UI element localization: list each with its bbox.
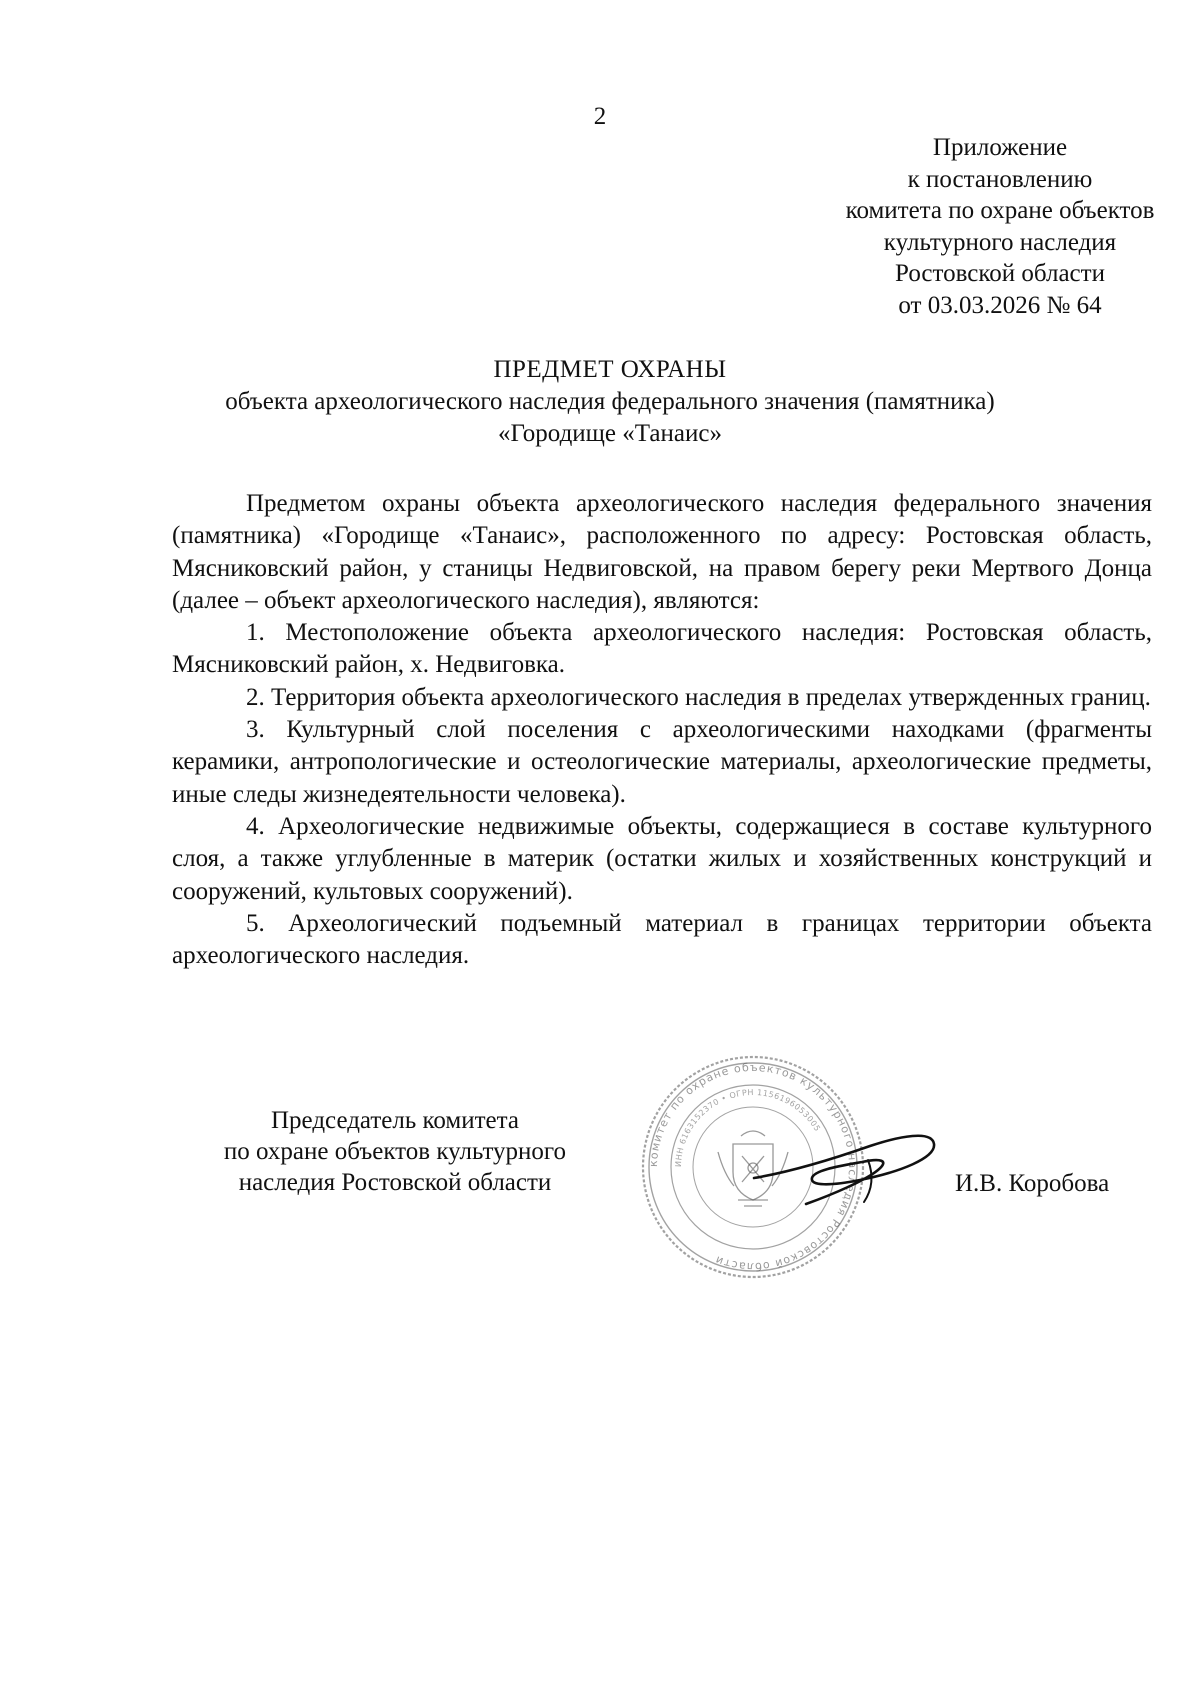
list-item: 5. Археологический подъемный материал в границах территории объекта археологического наследия. [172, 909, 1152, 970]
list-item: 2. Территория объекта археологического наследия в пределах утвержденных границ. [246, 683, 1151, 711]
intro-paragraph: Предметом охраны объекта археологического наследия федерального значения (памятника) «Городище «Танаис», расположенного по адресу: Ростовская область, Мясниковский район, у станицы Недвиговской, на правом берегу реки Мертвого Донца (далее – объект археологического наследия), являются: [172, 490, 1152, 614]
appendix-line: к постановлению [907, 165, 1093, 193]
list-item: 3. Культурный слой поселения с археологическими находками (фрагменты керамики, антропологические и остеологические материалы, археологические предметы, иные следы жизнедеятельности человека). [172, 716, 1152, 808]
list-item: 1. Местоположение объекта археологического наследия: Ростовская область, Мясниковский район, х. Недвиговка. [172, 619, 1152, 679]
signer-title-line: наследия Ростовской области [238, 1169, 552, 1196]
document-title [160, 354, 1060, 450]
appendix-block [740, 132, 1200, 321]
signer-name: И.В. Коробова [955, 1170, 1110, 1197]
list-item: 4. Археологические недвижимые объекты, содержащиеся в составе культурного слоя, а также углубленные в материк (остатки жилых и хозяйственных конструкций и сооружений, культовых сооружений). [172, 812, 1152, 905]
page-number: 2 [593, 103, 607, 130]
appendix-line: Приложение [932, 134, 1068, 161]
title-object-name: «Городище «Танаис» [498, 420, 722, 447]
appendix-line: Ростовской области [895, 260, 1105, 287]
appendix-line: от 03.03.2026 № 64 [898, 291, 1102, 319]
signer-title-line: Председатель комитета [271, 1107, 519, 1134]
title-subheading: объекта археологического наследия федерального значения (памятника) [225, 388, 995, 415]
seal-inner-text: ИНН 6163152370 • ОГРН 1156196053005 [673, 1087, 823, 1168]
handwritten-signature [750, 1120, 940, 1210]
appendix-line: комитета по охране объектов [845, 197, 1155, 224]
title-heading: ПРЕДМЕТ ОХРАНЫ [493, 356, 727, 383]
signer-title [175, 1105, 615, 1198]
appendix-line: культурного наследия [883, 228, 1117, 256]
document-body [172, 488, 1152, 972]
signer-title-line: по охране объектов культурного [223, 1138, 567, 1165]
seal-outer-text: комитет по охране объектов культурного наследия Ростовской области [646, 1060, 860, 1274]
